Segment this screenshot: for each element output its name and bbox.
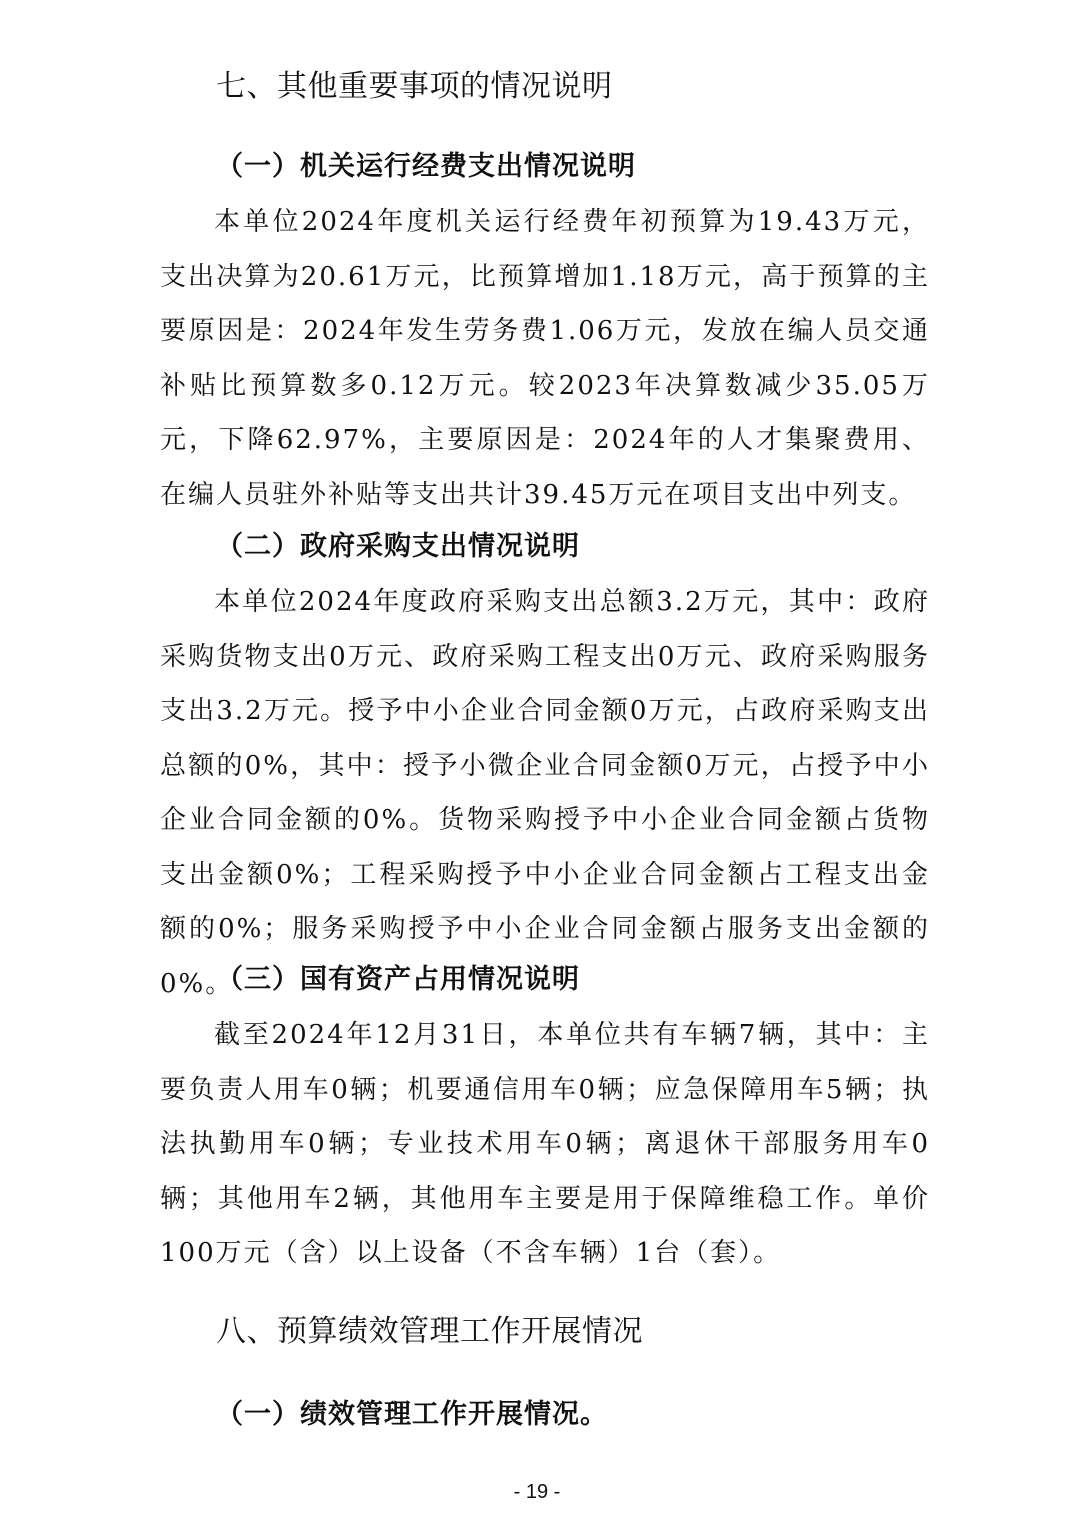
section-7-2-title: （二）政府采购支出情况说明	[216, 531, 580, 562]
section-8-title: 八、预算绩效管理工作开展情况	[216, 1314, 643, 1349]
section-7-title: 七、其他重要事项的情况说明	[216, 69, 613, 104]
section-7-1-title: （一）机关运行经费支出情况说明	[216, 151, 636, 182]
section-7-3-title: （三）国有资产占用情况说明	[216, 964, 580, 995]
section-7-3-body: 截至2024年12月31日，本单位共有车辆7辆，其中：主要负责人用车0辆；机要通信用车0辆；应急保障用车5辆；执法执勤用车0辆；专业技术用车0辆；离退休干部服务用车0辆；其他用车2辆，其他用车主要是用于保障维稳工作。单价100万元（含）以上设备（不含车辆）1台（套）。	[160, 1020, 930, 1268]
page-number: - 19 -	[513, 1481, 561, 1503]
section-8-1-title: （一）绩效管理工作开展情况。	[216, 1399, 608, 1430]
section-7-2-body: 本单位2024年度政府采购支出总额3.2万元，其中：政府采购货物支出0万元、政府采购工程支出0万元、政府采购服务支出3.2万元。授予中小企业合同金额0万元，占政府采购支出总额的0%，其中：授予小微企业合同金额0万元，占授予中小企业合同金额的0%。货物采购授予中小企业合同金额占货物支出金额0%；工程采购授予中小企业合同金额占工程支出金额的0%；服务采购授予中小企业合同金额占服务支出金额的0%。	[160, 587, 930, 999]
section-7-1-body: 本单位2024年度机关运行经费年初预算为19.43万元，支出决算为20.61万元，比预算增加1.18万元，高于预算的主要原因是：2024年发生劳务费1.06万元，发放在编人员交通补贴比预算数多0.12万元。较2023年决算数减少35.05万元，下降62.97%，主要原因是：2024年的人才集聚费用、在编人员驻外补贴等支出共计39.45万元在项目支出中列支。	[160, 207, 930, 510]
